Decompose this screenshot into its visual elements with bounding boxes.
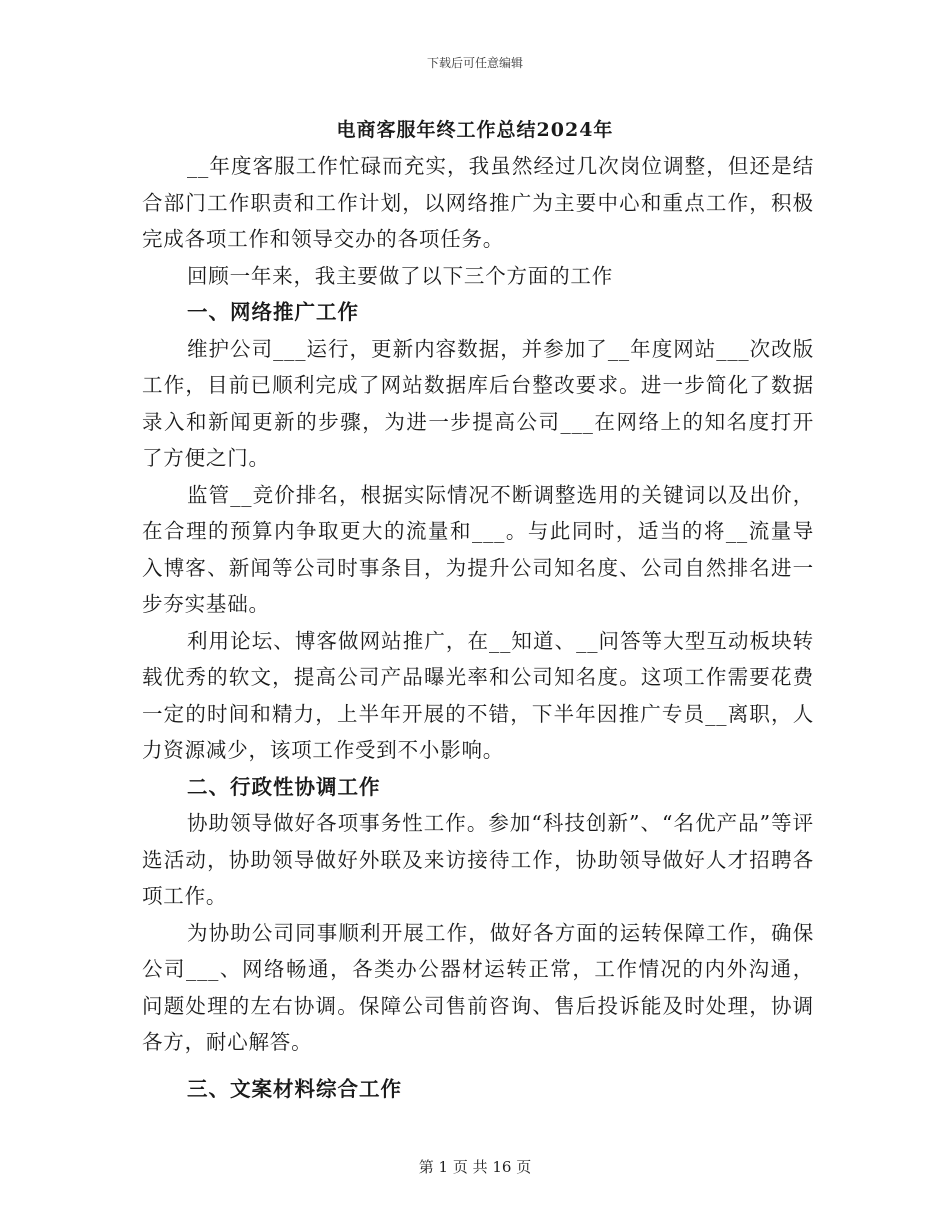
document-title: 电商客服年终工作总结2024年 bbox=[336, 119, 614, 141]
paragraph-intro: __年度客服工作忙碌而充实，我虽然经过几次岗位调整，但还是结合部门工作职责和工作计划，以网络推广为主要中心和重点工作，积极完成各项工作和领导交办的各项任务。 bbox=[142, 154, 814, 251]
section-heading-2: 二、行政性协调工作 bbox=[187, 774, 381, 799]
paragraph-bidding: 监管__竞价排名，根据实际情况不断调整选用的关键词以及出价，在合理的预算内争取更大的流量和___。与此同时，适当的将__流量导入博客、新闻等公司时事条目，为提升公司知名度、公司自然排名进一步夯实基础。 bbox=[142, 482, 814, 616]
header-note: 下载后可任意编辑 bbox=[426, 56, 523, 70]
document-body bbox=[142, 148, 814, 1107]
page-footer: 第 1 页 共 16 页 bbox=[418, 1158, 532, 1176]
paragraph-overview: 回顾一年来，我主要做了以下三个方面的工作 bbox=[187, 263, 613, 288]
section-heading-3: 三、文案材料综合工作 bbox=[187, 1076, 402, 1101]
paragraph-website-maintenance: 维护公司___运行，更新内容数据，并参加了__年度网站___次改版工作，目前已顺利完成了网站数据库后台整改要求。进一步简化了数据录入和新闻更新的步骤，为进一步提高公司___在网络上的知名度打开了方便之门。 bbox=[142, 336, 814, 470]
paragraph-admin-support: 协助领导做好各项事务性工作。参加“科技创新”、“名优产品”等评选活动，协助领导做好外联及来访接待工作，协助领导做好人才招聘各项工作。 bbox=[142, 811, 814, 908]
section-heading-1: 一、网络推广工作 bbox=[187, 300, 359, 324]
paragraph-forum-promotion: 利用论坛、博客做网站推广，在__知道、__问答等大型互动板块转载优秀的软文，提高公司产品曝光率和公司知名度。这项工作需要花费一定的时间和精力，上半年开展的不错，下半年因推广专员__离职，人力资源减少，该项工作受到不小影响。 bbox=[142, 628, 814, 762]
paragraph-coordination: 为协助公司同事顺利开展工作，做好各方面的运转保障工作，确保公司___、网络畅通，各类办公器材运转正常，工作情况的内外沟通，问题处理的左右协调。保障公司售前咨询、售后投诉能及时处理，协调各方，耐心解答。 bbox=[142, 920, 814, 1054]
